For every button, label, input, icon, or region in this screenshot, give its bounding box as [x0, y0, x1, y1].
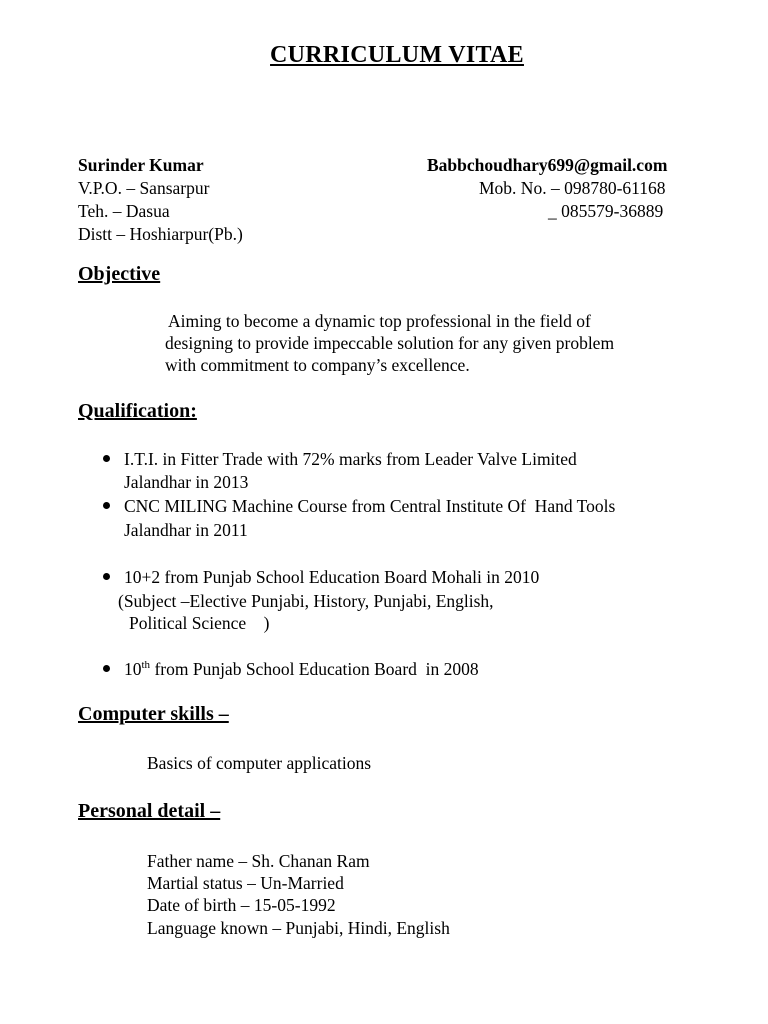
personal-detail-line: Date of birth – 15-05-1992	[147, 895, 336, 915]
qualification-item-line: 10th from Punjab School Education Board in 2008	[124, 659, 479, 679]
qualification-heading: Qualification:	[78, 400, 197, 422]
objective-line: Aiming to become a dynamic top professional in the field of	[168, 311, 591, 331]
objective-line: with commitment to company’s excellence.	[165, 355, 470, 375]
bullet-icon	[103, 455, 110, 462]
computer-skills-heading: Computer skills –	[78, 703, 229, 725]
personal-detail-line: Language known – Punjabi, Hindi, English	[147, 918, 450, 938]
bullet-icon	[103, 502, 110, 509]
personal-detail-line: Father name – Sh. Chanan Ram	[147, 851, 370, 871]
qualification-item-line: I.T.I. in Fitter Trade with 72% marks from Leader Valve Limited	[124, 449, 577, 469]
address-line-3: Distt – Hoshiarpur(Pb.)	[78, 224, 243, 244]
personal-detail-heading: Personal detail –	[78, 800, 221, 822]
applicant-name: Surinder Kumar	[78, 155, 204, 175]
qualification-item-line: Jalandhar in 2011	[124, 520, 248, 540]
document-title: CURRICULUM VITAE	[270, 42, 524, 68]
qualification-item-line: 10+2 from Punjab School Education Board Mohali in 2010	[124, 567, 540, 587]
address-line-1: V.P.O. – Sansarpur	[78, 178, 210, 198]
address-line-2: Teh. – Dasua	[78, 201, 170, 221]
personal-detail-line: Martial status – Un-Married	[147, 873, 344, 893]
qualification-item-line: Jalandhar in 2013	[124, 472, 249, 492]
objective-heading: Objective	[78, 263, 161, 285]
email-address: Babbchoudhary699@gmail.com	[427, 155, 668, 175]
computer-skills-text: Basics of computer applications	[147, 753, 372, 773]
mobile-number-1: Mob. No. – 098780-61168	[479, 178, 666, 198]
bullet-icon	[103, 665, 110, 672]
bullet-icon	[103, 573, 110, 580]
mobile-number-2: _ 085579-36889	[548, 201, 664, 221]
qualification-item-line: Political Science )	[129, 613, 270, 633]
objective-line: designing to provide impeccable solution for any given problem	[165, 333, 615, 353]
qualification-item-line: (Subject –Elective Punjabi, History, Punjabi, English,	[118, 591, 494, 611]
qualification-item-line: CNC MILING Machine Course from Central Institute Of Hand Tools	[124, 496, 616, 516]
